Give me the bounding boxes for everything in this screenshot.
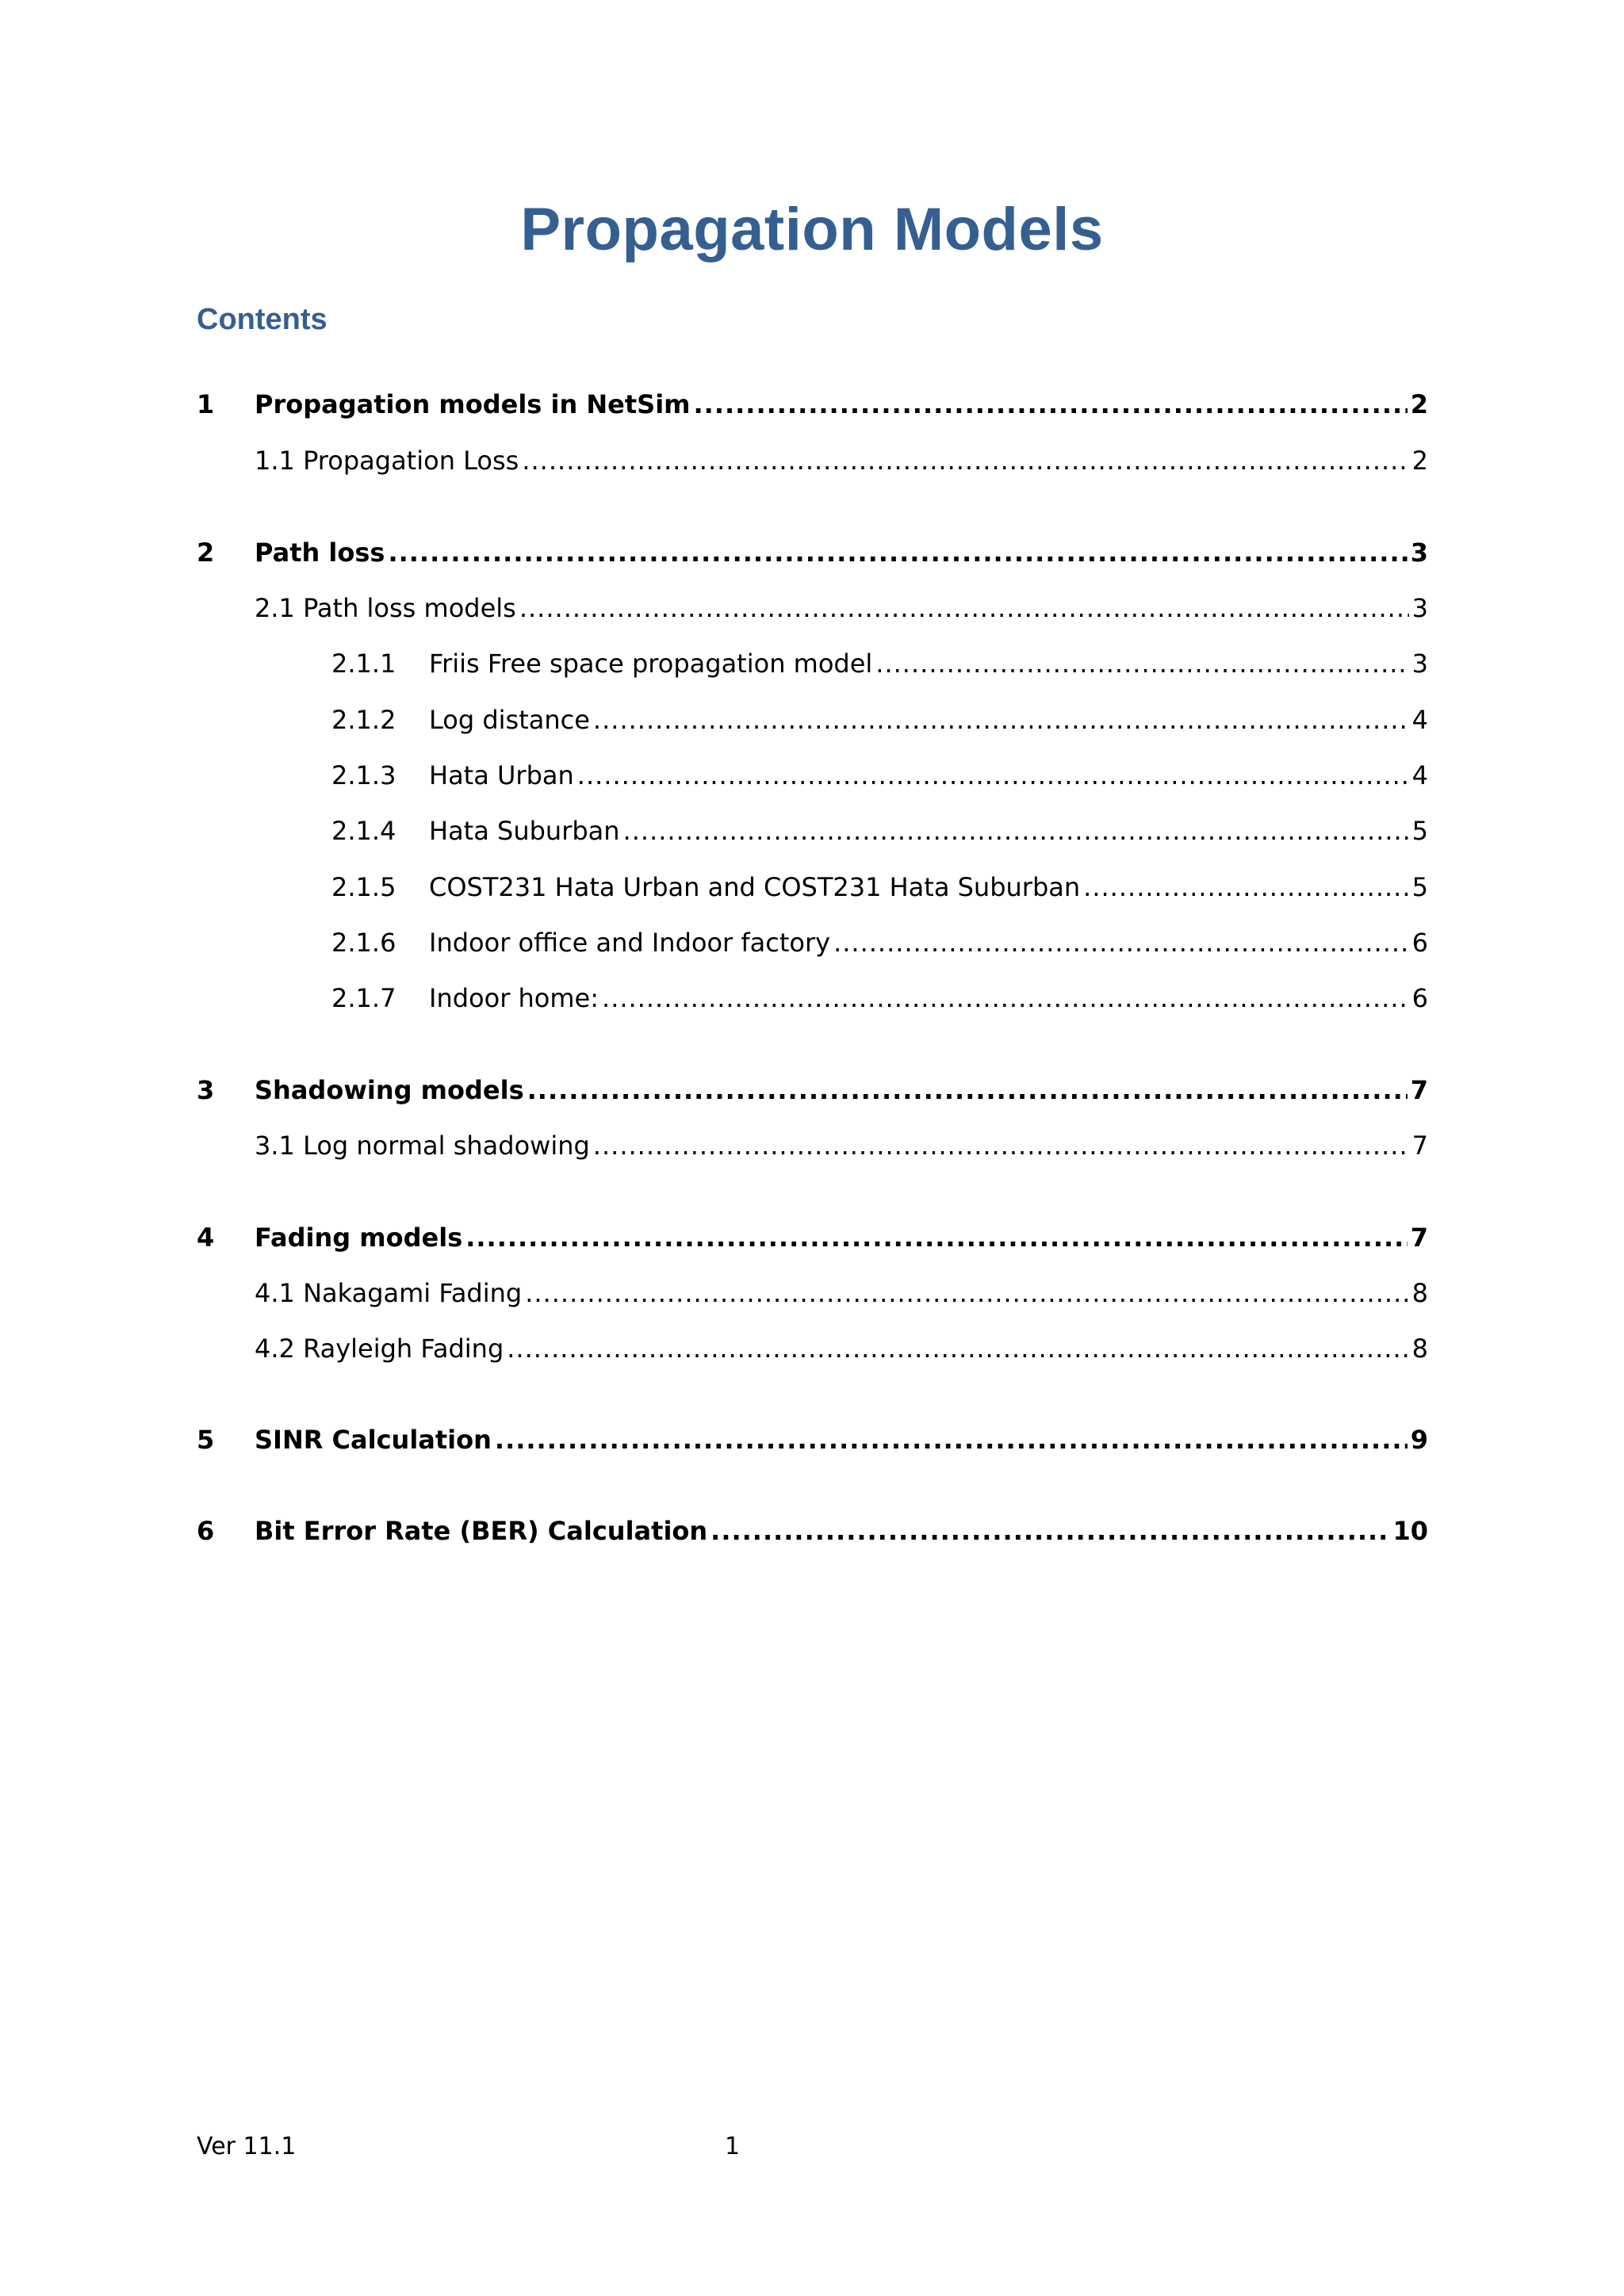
toc-entry-title: 4.1 Nakagami Fading xyxy=(255,1278,523,1308)
toc-entry-number: 2.1.5 xyxy=(331,872,396,902)
toc-entry-page: 2 xyxy=(1411,446,1428,476)
toc-leader-dots xyxy=(593,1126,1409,1165)
toc-entry-title: Hata Urban xyxy=(429,760,574,790)
footer-page-number: 1 xyxy=(725,2133,741,2160)
toc-entry[interactable] xyxy=(0,1070,1624,1110)
toc-entry-title: 3.1 Log normal shadowing xyxy=(255,1131,590,1161)
toc-entry-page: 6 xyxy=(1411,983,1428,1013)
toc-leader-dots xyxy=(527,1070,1408,1110)
toc-entry-page: 7 xyxy=(1410,1223,1428,1253)
toc-leader-dots xyxy=(593,700,1409,740)
toc-entry-title: Bit Error Rate (BER) Calculation xyxy=(255,1516,708,1546)
toc-entry-page: 7 xyxy=(1410,1075,1428,1105)
toc-entry-page: 10 xyxy=(1392,1516,1428,1546)
toc-entry-page: 2 xyxy=(1410,389,1428,419)
toc-entry[interactable] xyxy=(0,923,1624,962)
toc-entry-number: 3 xyxy=(197,1075,215,1105)
toc-entry[interactable] xyxy=(0,1126,1624,1165)
toc-entry[interactable] xyxy=(0,978,1624,1018)
toc-entry-number: 4 xyxy=(197,1223,215,1253)
toc-entry[interactable] xyxy=(0,588,1624,628)
toc-entry-page: 4 xyxy=(1411,705,1428,735)
toc-entry[interactable] xyxy=(0,385,1624,424)
toc-entry-title: Fading models xyxy=(255,1223,463,1253)
toc-entry-title: Hata Suburban xyxy=(429,816,620,846)
toc-entry-title: Shadowing models xyxy=(255,1075,524,1105)
toc-entry-title: Friis Free space propagation model xyxy=(429,649,873,679)
toc-entry-page: 6 xyxy=(1411,928,1428,958)
toc-entry-number: 2.1.3 xyxy=(331,760,396,790)
toc-entry[interactable] xyxy=(0,441,1624,480)
toc-entry[interactable] xyxy=(0,533,1624,572)
toc-leader-dots xyxy=(602,978,1409,1018)
toc-entry-page: 8 xyxy=(1411,1334,1428,1364)
contents-heading: Contents xyxy=(197,303,327,336)
toc-entry-title: 4.2 Rayleigh Fading xyxy=(255,1334,504,1364)
toc-entry-number: 5 xyxy=(197,1425,215,1455)
toc-entry-page: 5 xyxy=(1411,816,1428,846)
toc-entry-page: 5 xyxy=(1411,872,1428,902)
toc-leader-dots xyxy=(710,1511,1389,1551)
toc-entry-number: 2.1.2 xyxy=(331,705,396,735)
toc-entry-number: 2.1.4 xyxy=(331,816,396,846)
toc-entry-title: 1.1 Propagation Loss xyxy=(255,446,519,476)
toc-entry-title: Indoor home: xyxy=(429,983,599,1013)
toc-entry[interactable] xyxy=(0,1420,1624,1460)
toc-leader-dots xyxy=(577,756,1409,795)
toc-entry[interactable] xyxy=(0,700,1624,740)
toc-leader-dots xyxy=(623,811,1409,851)
toc-entry-page: 8 xyxy=(1411,1278,1428,1308)
toc-leader-dots xyxy=(495,1420,1408,1460)
toc-leader-dots xyxy=(388,533,1407,572)
toc-entry[interactable] xyxy=(0,811,1624,851)
toc-entry-page: 3 xyxy=(1411,593,1428,623)
toc-leader-dots xyxy=(1083,867,1408,907)
toc-entry-title: Indoor office and Indoor factory xyxy=(429,928,831,958)
toc-leader-dots xyxy=(525,1273,1408,1313)
toc-entry-title: Propagation models in NetSim xyxy=(255,389,691,419)
toc-entry[interactable] xyxy=(0,1329,1624,1368)
toc-entry-number: 2.1.6 xyxy=(331,928,396,958)
toc-entry[interactable] xyxy=(0,1511,1624,1551)
toc-entry-page: 3 xyxy=(1411,649,1428,679)
footer-version: Ver 11.1 xyxy=(197,2133,297,2160)
toc-entry-title: Path loss xyxy=(255,538,385,568)
toc-entry-number: 1 xyxy=(197,389,215,419)
toc-entry-title: COST231 Hata Urban and COST231 Hata Suburban xyxy=(429,872,1081,902)
toc-entry-title: SINR Calculation xyxy=(255,1425,492,1455)
toc-leader-dots xyxy=(694,385,1408,424)
toc-entry[interactable] xyxy=(0,756,1624,795)
toc-entry-title: Log distance xyxy=(429,705,590,735)
toc-entry[interactable] xyxy=(0,1273,1624,1313)
toc-entry-page: 9 xyxy=(1410,1425,1428,1455)
toc-leader-dots xyxy=(522,441,1408,480)
toc-leader-dots xyxy=(519,588,1409,628)
toc-entry-number: 2.1.1 xyxy=(331,649,396,679)
toc-entry-title: 2.1 Path loss models xyxy=(255,593,516,623)
toc-entry-number: 6 xyxy=(197,1516,215,1546)
toc-entry-page: 4 xyxy=(1411,760,1428,790)
toc-leader-dots xyxy=(507,1329,1408,1368)
toc-entry[interactable] xyxy=(0,644,1624,683)
toc-entry-page: 7 xyxy=(1411,1131,1428,1161)
toc-leader-dots xyxy=(833,923,1409,962)
toc-leader-dots xyxy=(465,1218,1408,1257)
toc-entry[interactable] xyxy=(0,867,1624,907)
toc-entry-page: 3 xyxy=(1410,538,1428,568)
toc-leader-dots xyxy=(875,644,1408,683)
toc-entry-number: 2.1.7 xyxy=(331,983,396,1013)
toc-entry[interactable] xyxy=(0,1218,1624,1257)
document-title: Propagation Models xyxy=(520,196,1104,263)
toc-entry-number: 2 xyxy=(197,538,215,568)
